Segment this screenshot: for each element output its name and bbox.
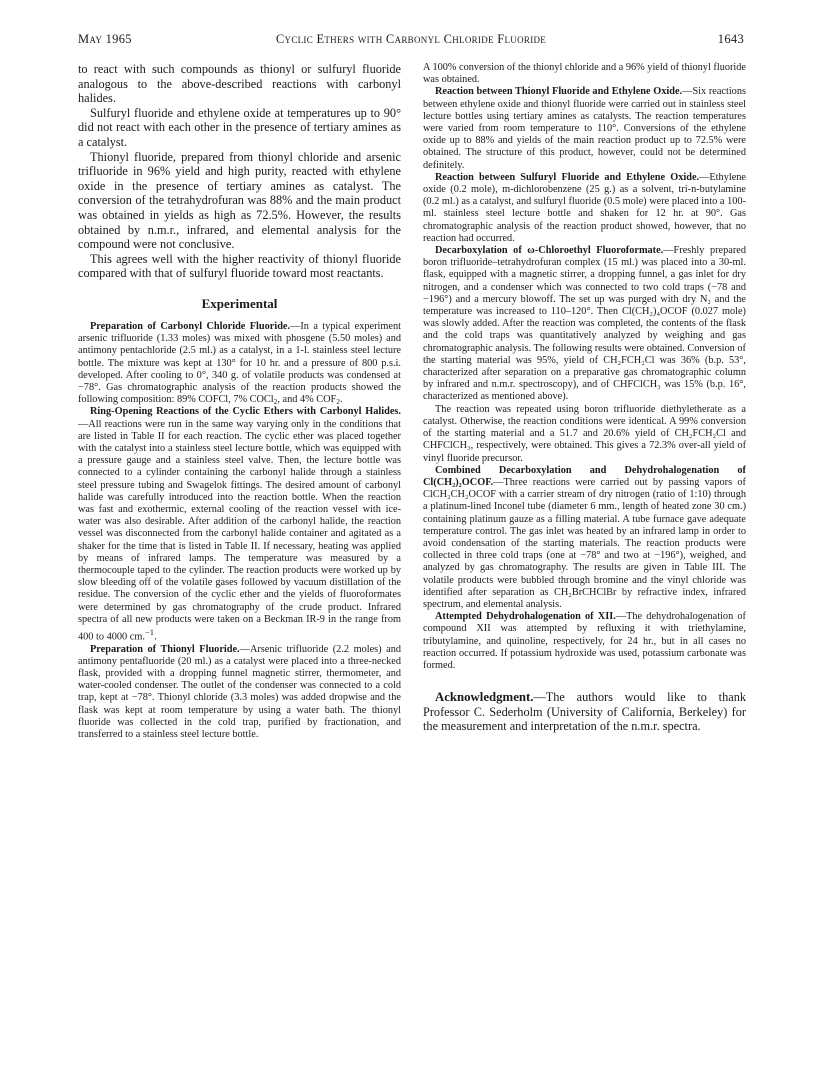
paragraph: Sulfuryl fluoride and ethylene oxide at temperatures up to 90° did not react with each other in the presence of tertiary amines as a catalyst. [78,105,401,149]
paragraph-attempted: Attempted Dehydrohalogenation of XII.—The dehydrohalogenation of compound XII was attempted by refluxing it with triethylamine, tributylamine, and quinoline, respectively, for 24 hr., but in all cases no reaction occurred. If potassium hydroxide was used, potassium carbonate was formed. [423,611,746,671]
paragraph-repeat: The reaction was repeated using boron trifluoride diethyletherate as a catalyst. Otherwise, the reaction conditions were identical. A 99% conversion of the starting material and a 51.7 and 20.6% yield of CH₂FCH₂Cl and CHFClCH₃, respectively, were obtained. This gives a 72.3% over-all yield of vinyl fluoride precursor. [423,403,746,464]
header-running-title: Cyclic Ethers with Carbonyl Chloride Fluoride [275,32,547,46]
left-column [78,62,401,741]
header-date: May 1965 [78,32,132,46]
run-in-heading: Reaction between Thionyl Fluoride and Ethylene Oxide. [435,86,683,98]
paragraph-combined: Combined Decarboxylation and Dehydrohalogenation of Cl(CH₂)₂OCOF.—Three reactions were carried out by passing vapors of ClCH₂CH₂OCOF with a carrier stream of dry nitrogen (ratio of 1:10) through a platinum-lined Inconel tube (diameter 6 mm., length of heated zone 30 cm.) containing platinum gauze as a filling material. A tube furnace gave adequate temperature control. The gas inlet was heated by an infrared lamp in order to avoid condensation of the starting materials. The reaction products were collected in three cold traps (one at −78° and two at −196°), weighed, and analyzed by gas chromatography. The results are given in Table III. The volatile products were bubbled through bromine and the vinyl chloride was identified after separation as CH₂BrCHClBr by refractive index, infrared spectrum, and elemental analysis. [423,464,746,610]
run-in-heading: Decarboxylation of ω-Chloroethyl Fluoroformate. [435,245,664,257]
paragraph: This agrees well with the higher reactivity of thionyl fluoride compared with that of sulfuryl fluoride toward most reactants. [78,251,401,281]
run-in-heading: Attempted Dehydrohalogenation of XII. [435,611,616,623]
paragraph-ring-opening: Ring-Opening Reactions of the Cyclic Ethers with Carbonyl Halides.—All reactions were run in the same way varying only in the conditions that are listed in Table II for each reaction. The cyclic ether was placed together with the catalyst into a stainless steel lecture bottle, which was equipped with a pressure gauge and a stainless steel valve. Then, the lecture bottle was connected to a cylinder containing the carbonyl halide through a stainless steel pressure tubing and Swagelok fittings. The desired amount of carbonyl halide was carefully introduced into the reaction bottle. When the reaction was fast and exothermic, external cooling of the reaction vessel with ice-water was also desirable. After addition of the carbonyl halide, the reaction vessel was disconnected from the carbonyl halide container and agitated as a shaker for the time that is listed in Table II. If necessary, heating was applied by means of infrared lamps. The temperature was measured by a thermocouple taped to the cylinder. The reaction products were worked up by slow bleeding off of the volatile gases followed by vacuum distillation of the residue. The conversion of the cyclic ether and the yields of fluoroformates were determined by gas chromatography of the crude product. Infrared spectra of all new products were taken on a Beckman IR-9 in the range from 400 to 4000 cm.$^{-1}$. [78,406,401,643]
run-in-heading: Preparation of Carbonyl Chloride Fluoride. [90,320,291,332]
paragraph-continued: A 100% conversion of the thionyl chloride and a 96% yield of thionyl fluoride was obtained. [423,62,746,86]
paragraph: Thionyl fluoride, prepared from thionyl chloride and arsenic trifluoride in 96% yield and high purity, reacted with ethylene oxide in the presence of tertiary amines as catalyst. The conversion of the tetrahydrofuran was 88% and the main product was obtained in yields as high as 72.5%. However, the results obtained by n.m.r., infrared, and elemental analysis for the compound were not conclusive. [78,149,401,252]
paragraph-decarboxylation: Decarboxylation of ω-Chloroethyl Fluoroformate.—Freshly prepared boron trifluoride–tetrahydrofuran complex (15 ml.) was placed into a 30-ml. flask, equipped with a magnetic stirrer, a dropping funnel, a gas inlet for dry nitrogen, and a condenser which was connected to two cold traps (−78 and −196°) and a mercury blowoff. The set up was purged with dry N₂ and the temperature was increased to 110–120°. Then Cl(CH₂)₄OCOF (0.027 mole) was slowly added. After the reaction was completed, the contents of the flask and the cold traps was quantitatively analyzed by weighing and gas chromatographic analysis. The following results were obtained. Conversion of the starting material was 95%, yield of CH₂FCH₂Cl was 36% (b.p. 53°, characterized after separation on a preparative gas chromatographic column by infrared and n.m.r. spectroscopy), and of CHFClCH₃ was 15% (b.p. 16°, characterized as mentioned above). [423,245,746,403]
experimental-text [78,321,401,741]
paragraph: to react with such compounds as thionyl or sulfuryl fluoride analogous to the above-described reactions with carbonyl halides. [78,62,401,106]
section-title-experimental: Experimental [201,295,278,311]
run-in-heading: Reaction between Sulfuryl Fluoride and Ethylene Oxide. [435,171,700,183]
header-page-number: 1643 [717,32,744,46]
run-in-heading: Combined Decarboxylation and Dehydrohalogenation of Cl(CH₂)₂OCOF. [423,464,746,488]
run-in-heading: Preparation of Thionyl Fluoride. [90,643,240,655]
acknowledgment-heading: Acknowledgment. [435,690,534,705]
running-header [78,32,744,48]
discussion-text [78,62,401,281]
paragraph-prep-thionyl: Preparation of Thionyl Fluoride.—Arsenic trifluoride (2.2 moles) and antimony pentafluoride (20 ml.) as a catalyst were placed into a three-necked flask, provided with a dropping funnel magnetic stirrer, thermometer, and water-cooled condenser. The outlet of the condenser was connected to a cold trap, kept at −78°. Thionyl chloride (3.3 moles) was added dropwise and the flask was kept at room temperature by using a water bath. The thionyl fluoride was collected in the cold trap, purified by fractionation, and transferred to a stainless steel lecture bottle. [78,643,401,741]
acknowledgment: Acknowledgment.—The authors would like to thank Professor C. Sederholm (University of California, Berkeley) for the measurement and interpretation of the n.m.r. spectra. [423,690,746,734]
run-in-heading: Ring-Opening Reactions of the Cyclic Ethers with Carbonyl Halides. [90,406,401,418]
paragraph-prep-ccf: Preparation of Carbonyl Chloride Fluoride.—In a typical experiment arsenic trifluoride (1.33 moles) was mixed with phosgene (5.50 moles) and antimony pentachloride (2.5 ml.) as a catalyst, in a 1-l. stainless steel lecture bottle. The mixture was kept at 130° for 10 hr. and a pressure of 800 p.s.i. developed. After cooling to 0°, 340 g. of volatile products was condensed at −78°. Gas chromatographic analysis of the reaction products showed the following composition: 89% COFCl, 7% COCl$_2$, and 4% $COF_2$. [78,320,401,406]
paragraph-sulfuryl-eo: Reaction between Sulfuryl Fluoride and Ethylene Oxide.—Ethylene oxide (0.2 mole), m-dichlorobenzene (25 g.) as a solvent, tri-n-butylamine (0.2 ml.) as a catalyst, and sulfuryl fluoride (0.5 mole) were placed into a 100-ml. stainless steel lecture bottle and shaken for 12 hr. at 90°. Gas chromatographic analysis of the reaction product showed, however, that no reaction had occurred. [423,171,746,244]
experimental-text-continued [423,62,746,672]
right-column [423,62,746,734]
paragraph-thionyl-eo: Reaction between Thionyl Fluoride and Ethylene Oxide.—Six reactions between ethylene oxide and thionyl fluoride were carried out in stainless steel lecture bottles using tertiary amines as catalysts. The reaction temperatures were varied from room temperature to 110°. Conversions of the ethylene oxide up to 88% and yields of the main reaction product up to 72.5% were obtained. The structure of this product, however, could not be determined definitely. [423,86,746,171]
